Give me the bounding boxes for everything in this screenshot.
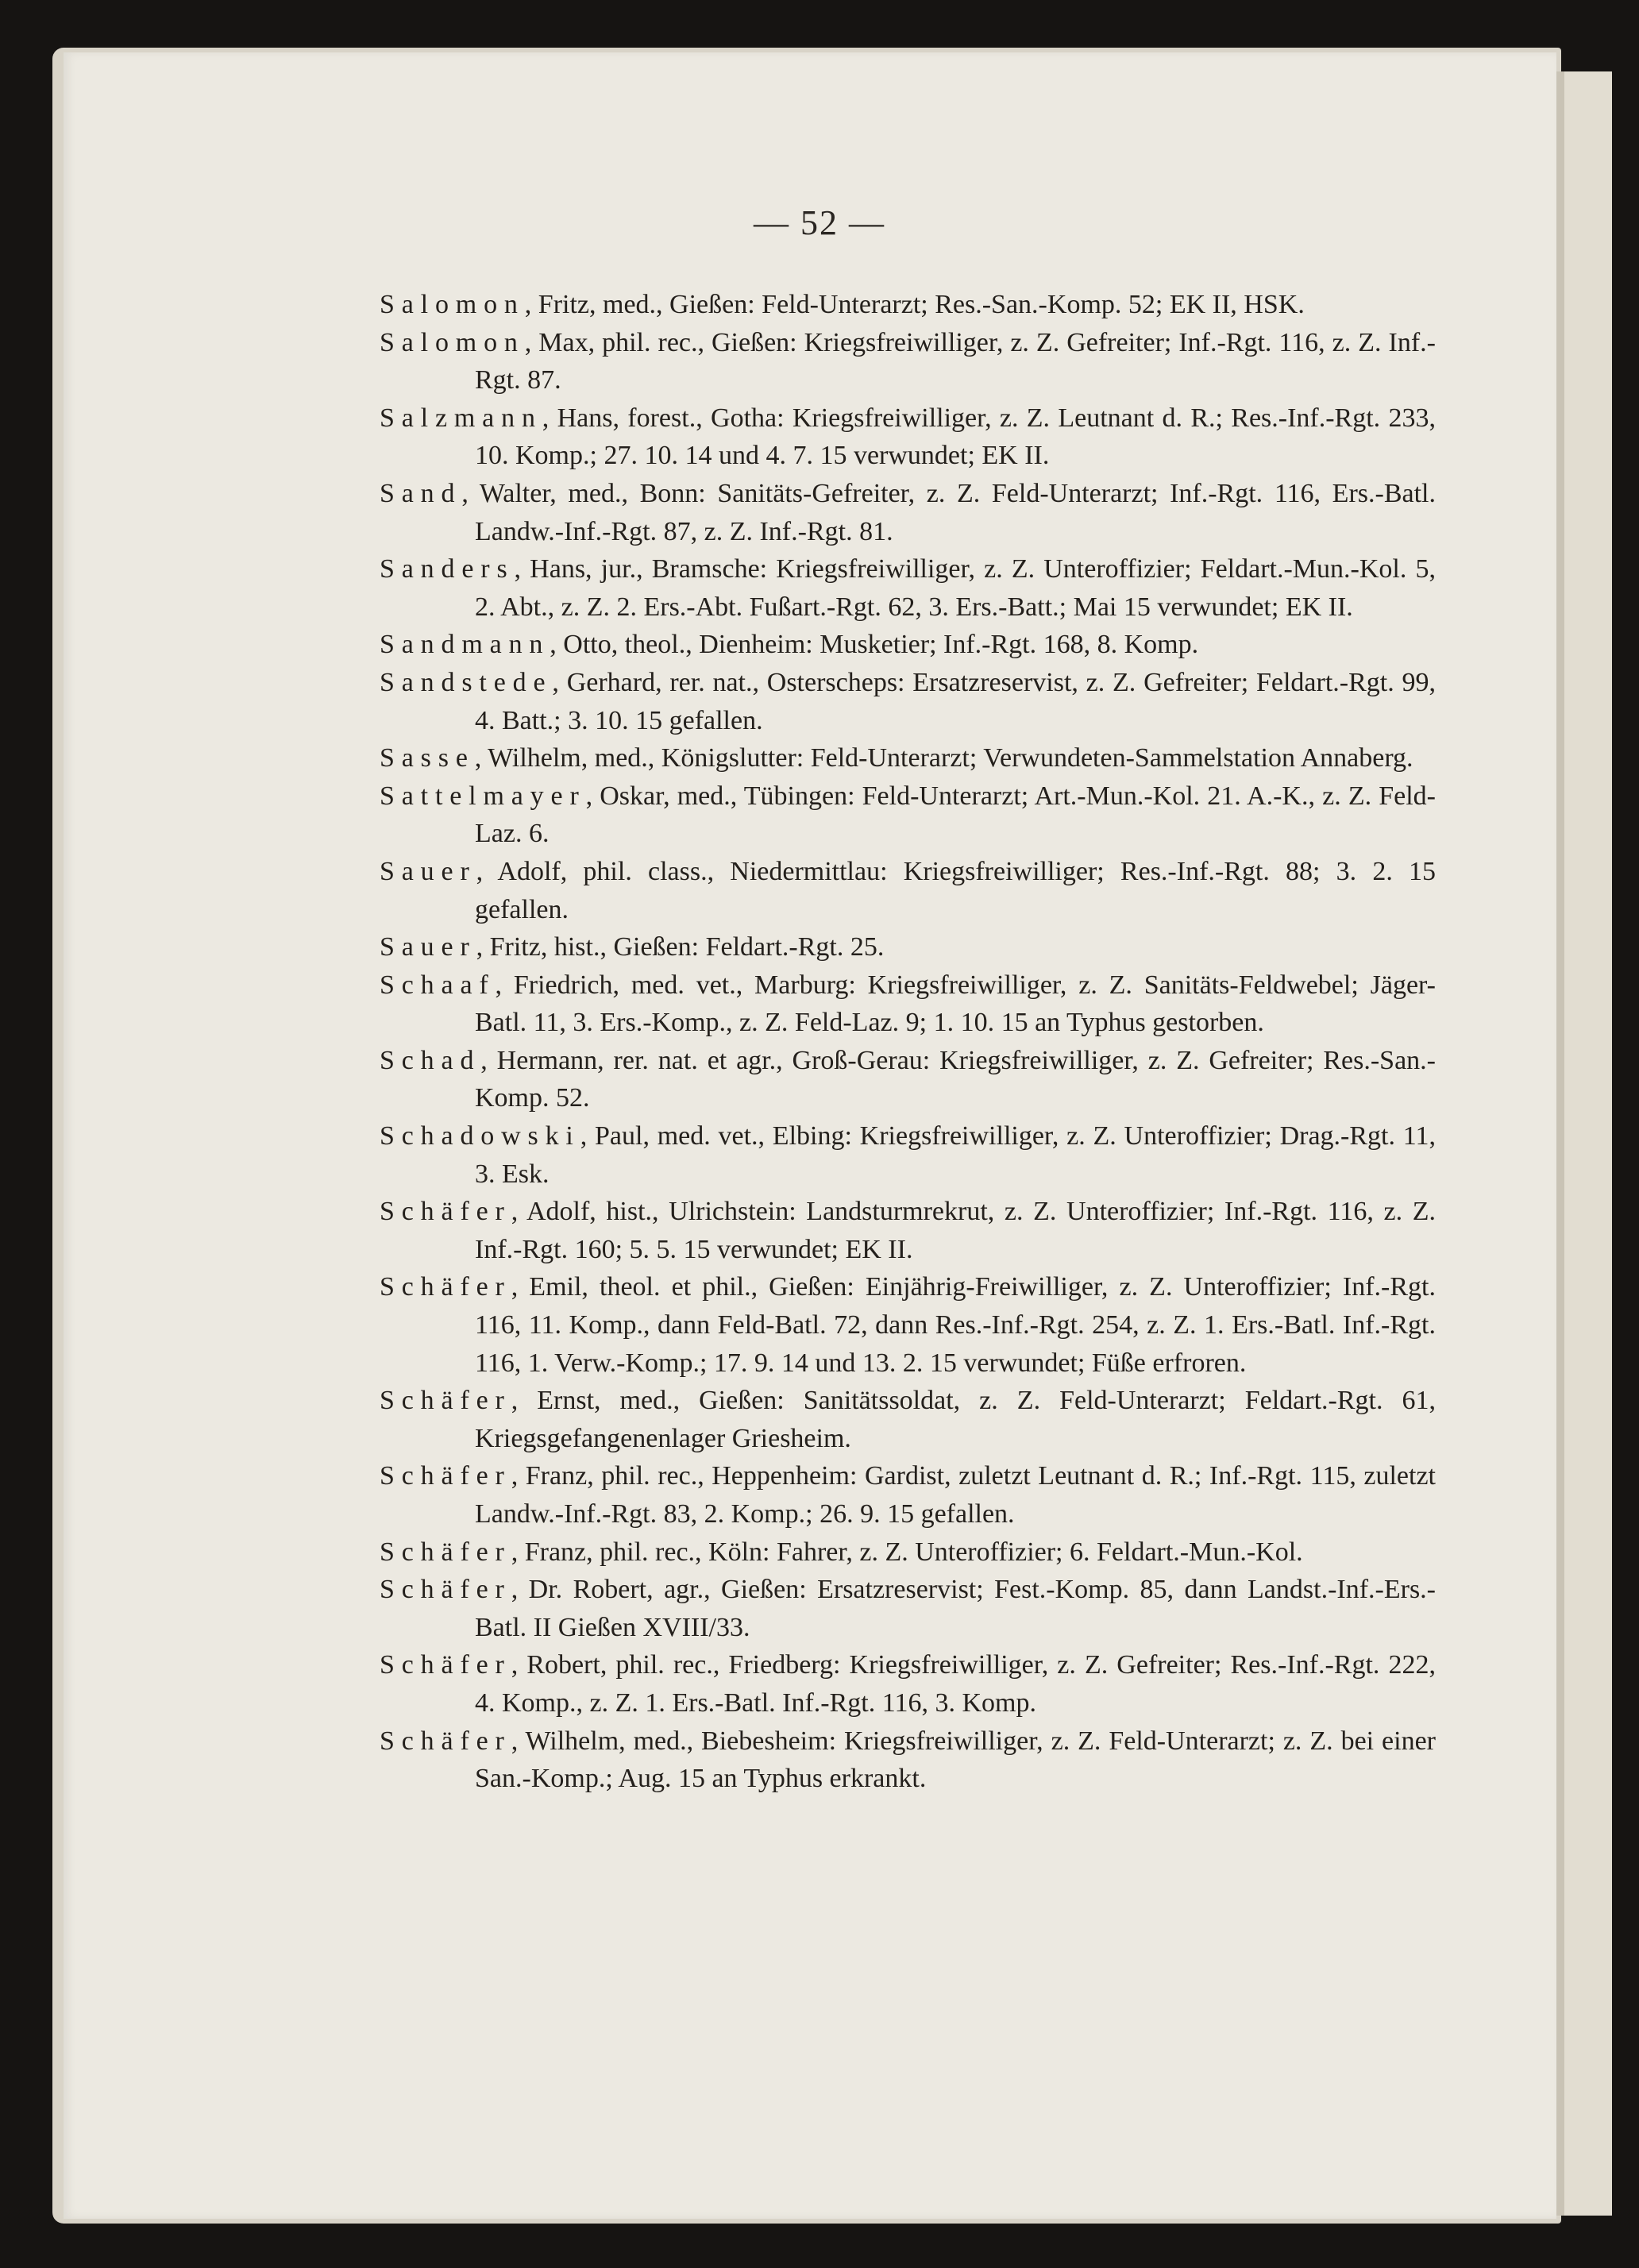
register-entry <box>380 399 1436 475</box>
entry-details: , Adolf, phil. class., Niedermittlau: Kriegsfreiwilliger; Res.-Inf.-Rgt. 88; 3. 2. 15 gefallen. <box>475 856 1436 924</box>
entry-details: , Franz, phil. rec., Heppenheim: Gardist, zuletzt Leutnant d. R.; Inf.-Rgt. 115, zuletzt Landw.-Inf.-Rgt. 83, 2. Komp.; 26. 9. 15 gefallen. <box>475 1461 1436 1529</box>
entry-details: , Robert, phil. rec., Friedberg: Kriegsfreiwilliger, z. Z. Gefreiter; Res.-Inf.-Rgt. 222, 4. Komp., z. Z. 1. Ers.-Batl. Inf.-Rgt. 116, 3. Komp. <box>475 1650 1436 1718</box>
entry-surname: Salzmann <box>380 403 542 433</box>
entry-surname: Sauer <box>380 932 476 962</box>
entry-details: , Ernst, med., Gießen: Sanitätssoldat, z. Z. Feld-Unterarzt; Feldart.-Rgt. 61, Kriegsgefangenenlager Griesheim. <box>475 1386 1436 1453</box>
register-entry <box>380 1382 1436 1457</box>
entry-details: , Max, phil. rec., Gießen: Kriegsfreiwilliger, z. Z. Gefreiter; Inf.-Rgt. 116, z. Z. Inf.-Rgt. 87. <box>475 327 1436 395</box>
register-entry <box>380 1722 1436 1798</box>
entry-details: , Gerhard, rer. nat., Osterscheps: Ersatzreservist, z. Z. Gefreiter; Feldart.-Rgt. 99, 4. Batt.; 3. 10. 15 gefallen. <box>475 667 1436 735</box>
entry-surname: Sand <box>380 478 462 508</box>
register-entry <box>380 1193 1436 1268</box>
register-entry <box>380 739 1436 777</box>
entry-surname: Schäfer <box>380 1650 511 1680</box>
entry-details: , Emil, theol. et phil., Gießen: Einjährig-Freiwilliger, z. Z. Unteroffizier; Inf.-Rgt. 116, 11. Komp., dann Feld-Batl. 72, dann Res.-Inf.-Rgt. 254, z. Z. 1. Ers.-Batl. Inf.-Rgt. 116, 1. Verw.-Komp.; 17. 9. 14 und 13. 2. 15 verwundet; Füße erfroren. <box>475 1272 1436 1378</box>
entry-details: , Wilhelm, med., Königslutter: Feld-Unterarzt; Verwundeten-Sammelstation Annaberg. <box>474 743 1413 773</box>
entry-details: , Friedrich, med. vet., Marburg: Kriegsfreiwilliger, z. Z. Sanitäts-Feldwebel; Jäger-Batl. 11, 3. Ers.-Komp., z. Z. Feld-Laz. 9; 1. 10. 15 an Typhus gestorben. <box>475 970 1436 1038</box>
entry-details: , Hans, forest., Gotha: Kriegsfreiwilliger, z. Z. Leutnant d. R.; Res.-Inf.-Rgt. 233, 10. Komp.; 27. 10. 14 und 4. 7. 15 verwundet; EK II. <box>475 403 1436 471</box>
register-entry <box>380 550 1436 626</box>
register-entry <box>380 1533 1436 1572</box>
register-entry <box>380 853 1436 928</box>
entry-surname: Schäfer <box>380 1461 511 1491</box>
entry-details: , Fritz, med., Gießen: Feld-Unterarzt; Res.-San.-Komp. 52; EK II, HSK. <box>524 290 1305 319</box>
register-entry <box>380 1646 1436 1722</box>
entry-surname: Sanders <box>380 554 515 584</box>
register-entry <box>380 324 1436 399</box>
entry-surname: Schäfer <box>380 1386 511 1416</box>
entry-details: , Wilhelm, med., Biebesheim: Kriegsfreiwilliger, z. Z. Feld-Unterarzt; z. Z. bei einer San.-Komp.; Aug. 15 an Typhus erkrankt. <box>475 1726 1436 1794</box>
register-entry <box>380 966 1436 1042</box>
register-entry <box>380 475 1436 550</box>
entry-details: , Dr. Robert, agr., Gießen: Ersatzreservist; Fest.-Komp. 85, dann Landst.-Inf.-Ers.-Batl. II Gießen XVIII/33. <box>475 1575 1436 1642</box>
entry-details: , Franz, phil. rec., Köln: Fahrer, z. Z. Unteroffizier; 6. Feldart.-Mun.-Kol. <box>511 1537 1303 1567</box>
entry-surname: Schäfer <box>380 1272 511 1302</box>
entry-details: , Otto, theol., Dienheim: Musketier; Inf.-Rgt. 168, 8. Komp. <box>550 630 1199 660</box>
entry-surname: Sattelmayer <box>380 781 586 811</box>
entry-surname: Schäfer <box>380 1726 511 1756</box>
entry-surname: Schadowski <box>380 1121 580 1151</box>
next-page-edge <box>1556 71 1612 2216</box>
entry-details: , Hans, jur., Bramsche: Kriegsfreiwilliger, z. Z. Unteroffizier; Feldart.-Mun.-Kol. 5, 2. Abt., z. Z. 2. Ers.-Abt. Fußart.-Rgt. 62, 3. Ers.-Batt.; Mai 15 verwundet; EK II. <box>475 554 1436 622</box>
entry-surname: Schaaf <box>380 970 496 1000</box>
entry-details: , Walter, med., Bonn: Sanitäts-Gefreiter, z. Z. Feld-Unterarzt; Inf.-Rgt. 116, Ers.-Batl. Landw.-Inf.-Rgt. 87, z. Z. Inf.-Rgt. 81. <box>461 478 1436 546</box>
page-number: — 52 — <box>754 203 885 242</box>
entry-surname: Schäfer <box>380 1575 511 1605</box>
entry-details: , Paul, med. vet., Elbing: Kriegsfreiwilliger, z. Z. Unteroffizier; Drag.-Rgt. 11, 3. Esk. <box>475 1121 1436 1189</box>
entry-surname: Sandmann <box>380 630 550 660</box>
register-entry <box>380 1042 1436 1117</box>
entry-surname: Sandstede <box>380 667 553 697</box>
register-entry <box>380 1571 1436 1646</box>
entry-surname: Sasse <box>380 743 475 773</box>
entry-surname: Salomon <box>380 290 525 319</box>
entry-details: , Oskar, med., Tübingen: Feld-Unterarzt; Art.-Mun.-Kol. 21. A.-K., z. Z. Feld-Laz. 6. <box>475 781 1436 849</box>
register-entry <box>380 1457 1436 1533</box>
register-entry <box>380 286 1436 324</box>
entry-surname: Schäfer <box>380 1197 511 1227</box>
entry-surname: Schäfer <box>380 1537 511 1567</box>
register-entry <box>380 928 1436 966</box>
entry-surname: Salomon <box>380 327 525 357</box>
entry-details: , Fritz, hist., Gießen: Feldart.-Rgt. 25. <box>476 932 885 962</box>
register-entry <box>380 626 1436 664</box>
register-entry <box>380 1117 1436 1193</box>
register-entry-list <box>380 286 1436 1798</box>
entry-surname: Sauer <box>380 856 476 886</box>
entry-details: , Hermann, rer. nat. et agr., Groß-Gerau: Kriegsfreiwilliger, z. Z. Gefreiter; Res.-San.-Komp. 52. <box>475 1045 1436 1113</box>
entry-details: , Adolf, hist., Ulrichstein: Landsturmrekrut, z. Z. Unteroffizier; Inf.-Rgt. 116, z. Z. Inf.-Rgt. 160; 5. 5. 15 verwundet; EK II. <box>475 1197 1436 1264</box>
register-entry <box>380 664 1436 739</box>
entry-surname: Schad <box>380 1045 481 1075</box>
register-entry <box>380 777 1436 853</box>
register-entry <box>380 1268 1436 1382</box>
